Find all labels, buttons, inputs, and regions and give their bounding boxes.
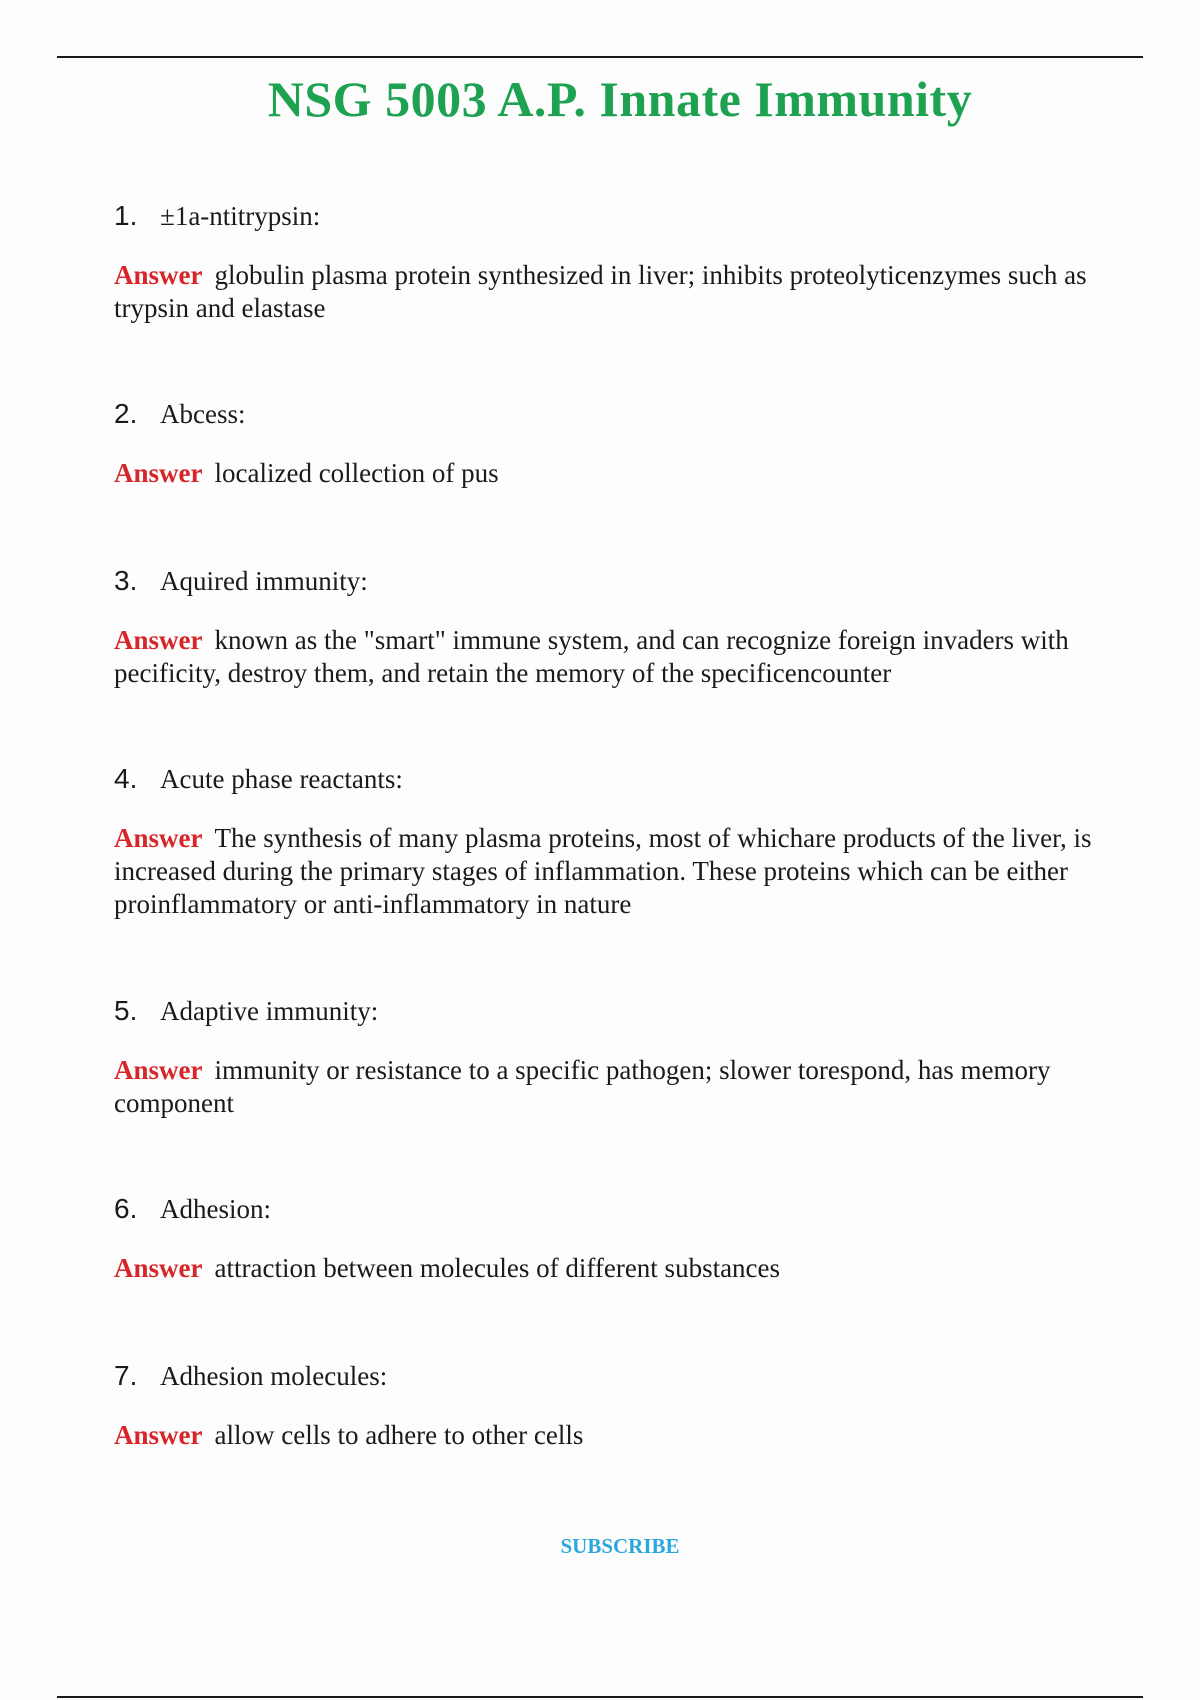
- answer-text: localized collection of pus: [214, 458, 499, 488]
- answer-text: allow cells to adhere to other cells: [214, 1420, 584, 1450]
- question: [114, 199, 1124, 233]
- qa-item-3: [114, 564, 1124, 690]
- answer: [114, 457, 1124, 490]
- question-text: Adaptive immunity:: [160, 996, 379, 1026]
- qa-item-7: [114, 1359, 1124, 1452]
- qa-item-1: [114, 199, 1124, 325]
- answer-label: Answer: [114, 1253, 203, 1283]
- question-text: Abcess:: [160, 399, 246, 429]
- answer-text: immunity or resistance to a specific pathogen; slower torespond, has memory component: [114, 1055, 1051, 1118]
- answer-text: attraction between molecules of different substances: [214, 1253, 781, 1283]
- answer-label: Answer: [114, 260, 203, 290]
- qa-item-5: [114, 994, 1124, 1120]
- question: [114, 762, 1124, 796]
- answer-label: Answer: [114, 458, 203, 488]
- answer-label: Answer: [114, 1420, 203, 1450]
- question-number: 7.: [114, 1360, 138, 1391]
- question: [114, 994, 1124, 1028]
- question-number: 1.: [114, 200, 138, 231]
- answer-label: Answer: [114, 1055, 203, 1085]
- subscribe-link[interactable]: SUBSCRIBE: [560, 1534, 680, 1558]
- question: [114, 397, 1124, 431]
- question-text: Adhesion:: [160, 1194, 271, 1224]
- question-number: 4.: [114, 763, 138, 794]
- question-text: Acute phase reactants:: [160, 764, 403, 794]
- answer-text: known as the "smart" immune system, and can recognize foreign invaders with pecificity, destroy them, and retain the memory of the specificencounter: [114, 625, 1069, 688]
- answer-text: The synthesis of many plasma proteins, most of whichare products of the liver, is increased during the primary stages of inflammation. These proteins which can be either proinflammatory or anti-inflammatory in nature: [114, 823, 1092, 919]
- question-number: 6.: [114, 1193, 138, 1224]
- answer: [114, 624, 1124, 690]
- answer: [114, 259, 1124, 325]
- page-title: NSG 5003 A.P. Innate Immunity: [267, 71, 973, 127]
- qa-item-4: [114, 762, 1124, 921]
- answer-label: Answer: [114, 625, 203, 655]
- question-text: Adhesion molecules:: [160, 1361, 388, 1391]
- answer-text: globulin plasma protein synthesized in liver; inhibits proteolyticenzymes such as trypsin and elastase: [114, 260, 1087, 323]
- answer: [114, 1419, 1124, 1452]
- question-number: 5.: [114, 995, 138, 1026]
- qa-item-6: [114, 1192, 1124, 1285]
- answer: [114, 822, 1124, 921]
- answer: [114, 1054, 1124, 1120]
- question: [114, 1359, 1124, 1393]
- top-rule: [57, 56, 1143, 58]
- answer-label: Answer: [114, 823, 203, 853]
- question-text: Aquired immunity:: [160, 566, 368, 596]
- qa-item-2: [114, 397, 1124, 490]
- question: [114, 564, 1124, 598]
- question-number: 2.: [114, 398, 138, 429]
- answer: [114, 1252, 1124, 1285]
- question-number: 3.: [114, 565, 138, 596]
- bottom-rule: [57, 1696, 1143, 1698]
- question-text: ±1a-ntitrypsin:: [160, 201, 321, 231]
- question: [114, 1192, 1124, 1226]
